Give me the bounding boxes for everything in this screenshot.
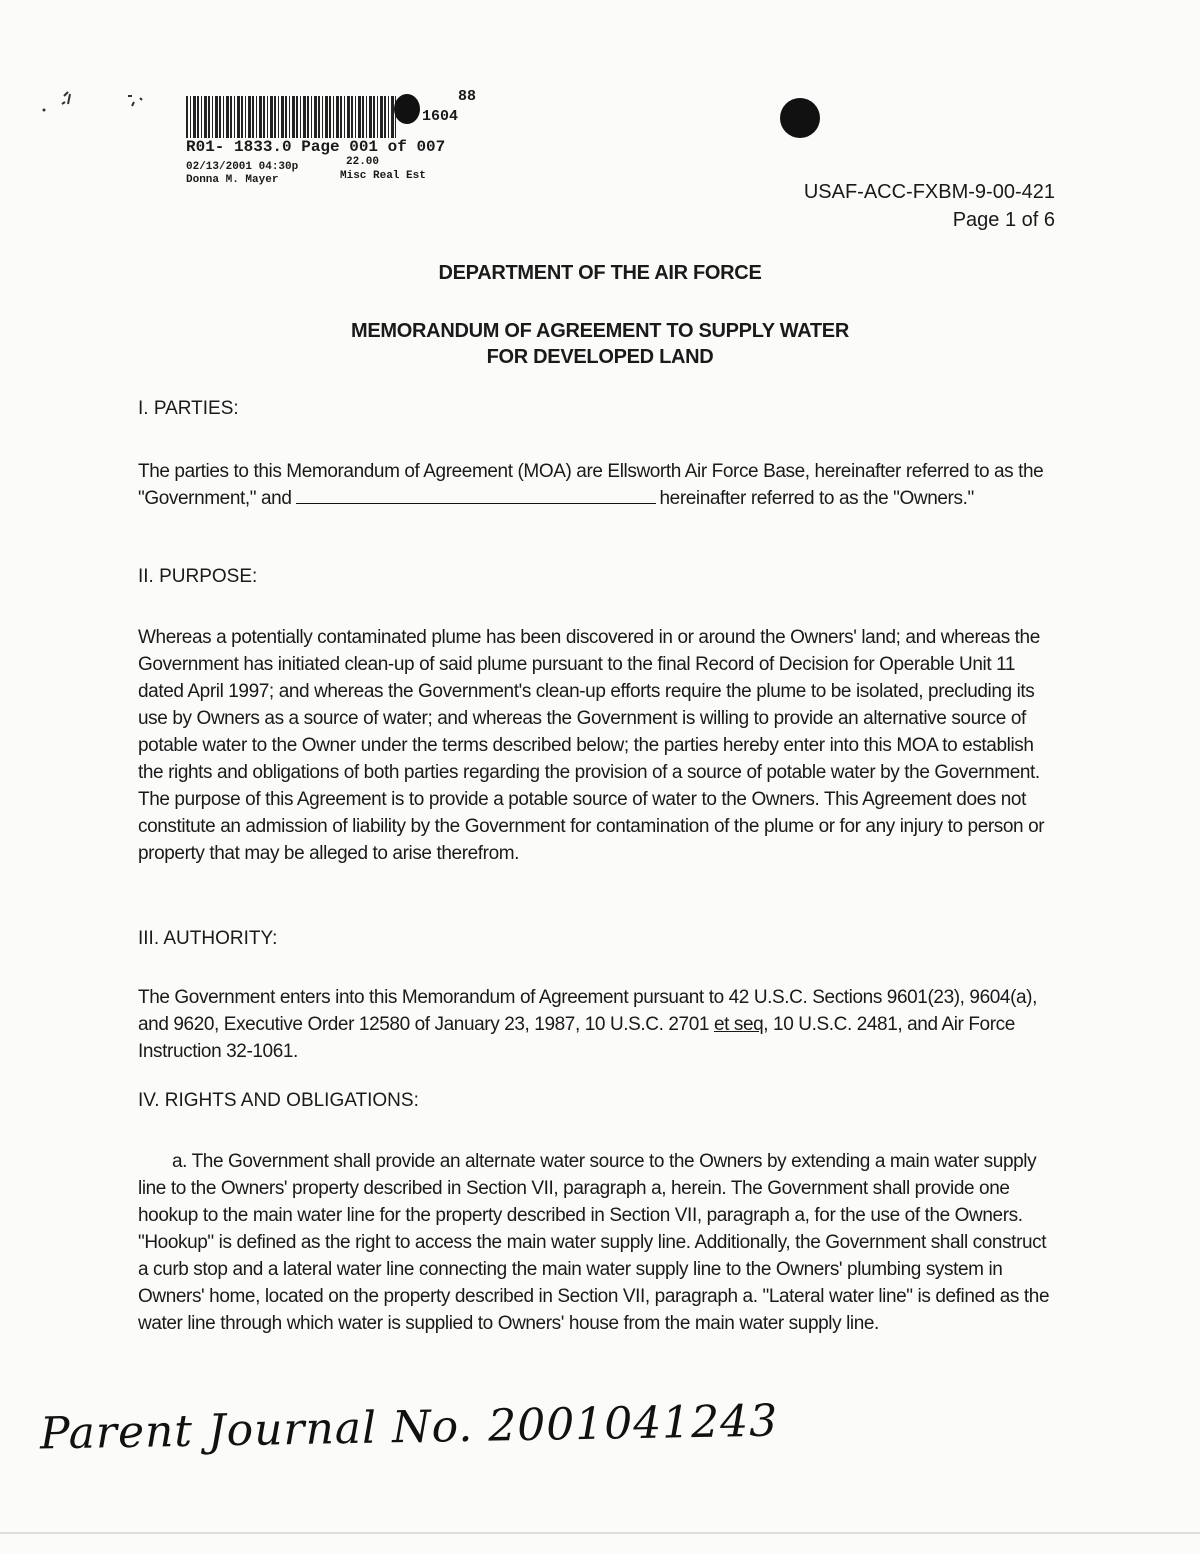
scan-edge-line: [0, 1532, 1200, 1534]
section-parties-heading: I. PARTIES:: [138, 398, 239, 419]
stamp-datetime: 02/13/2001 04:30p: [186, 161, 299, 173]
scan-specks: [40, 88, 170, 118]
punch-hole: [780, 98, 820, 138]
rights-para-a-text: a. The Government shall provide an alternate water source to the Owners by extending a main water supply line to the Owners' property described in Section VII, paragraph a, herein. The Government shall provide one hookup to the main water line for the property described in Section VII, paragraph a, for the use of the Owners. "Hookup" is defined as the right to access the main water supply line. Additionally, the Government shall construct a curb stop and a lateral water line connecting the main water supply line to the Owners' plumbing system in Owners' home, located on the property described in Section VII, paragraph a. "Lateral water line" is defined as the water line through which water is supplied to Owners' house from the main water supply line.: [138, 1151, 1050, 1334]
parties-text-after: hereinafter referred to as the "Owners.": [659, 488, 974, 509]
stamp-blot: [394, 94, 420, 124]
authority-et-seq: et seq: [713, 1014, 764, 1035]
stamp-recorder: Donna M. Mayer: [186, 174, 279, 186]
handwritten-journal-note: Parent Journal No. 2001041243: [39, 1395, 779, 1460]
stamp-category: Misc Real Est: [340, 170, 426, 182]
stamp-record-line: R01- 1833.0 Page 001 of 007: [186, 138, 446, 156]
section-authority-text: [138, 984, 1058, 1065]
recording-stamp: [186, 86, 496, 196]
stamp-page-number: 1604: [422, 108, 459, 125]
stamp-book-number: 88: [458, 88, 477, 105]
stamp-fee: 22.00: [346, 156, 380, 168]
owner-name-blank[interactable]: [296, 485, 656, 504]
barcode-image: [186, 96, 396, 138]
authority-text-before: The Government enters into this Memorandum of Agreement pursuant to 42 U.S.C. Sections 9601(23), 9604(a), and 9620, Executive Order 12580 of January 23, 1987, 10 U.S.C. 2701: [138, 987, 1037, 1035]
section-parties-text: [138, 458, 1058, 512]
document-reference: [804, 178, 1055, 234]
document-title-line-2: FOR DEVELOPED LAND: [486, 346, 714, 368]
document-title-line-1: MEMORANDUM OF AGREEMENT TO SUPPLY WATER: [351, 320, 849, 342]
page-indicator: Page 1 of 6: [952, 209, 1055, 231]
parties-text-before: The parties to this Memorandum of Agreement (MOA) are Ellsworth Air Force Base, hereinafter referred to as the "Government," and: [138, 461, 1044, 509]
department-heading: DEPARTMENT OF THE AIR FORCE: [438, 262, 762, 284]
section-purpose-heading: II. PURPOSE:: [138, 566, 258, 587]
section-rights-heading: IV. RIGHTS AND OBLIGATIONS:: [138, 1090, 419, 1111]
document-id: USAF-ACC-FXBM-9-00-421: [803, 181, 1055, 203]
section-rights-paragraph-a: [138, 1148, 1058, 1337]
section-purpose-text: Whereas a potentially contaminated plume has been discovered in or around the Owners' land; and whereas the Government has initiated clean-up of said plume pursuant to the final Record of Decision for Operable Unit 11 dated April 1997; and whereas the Government's clean-up efforts require the plume to be isolated, precluding its use by Owners as a source of water; and whereas the Government is willing to provide an alternative source of potable water to the Owner under the terms described below; the parties hereby enter into this MOA to establish the rights and obligations of both parties regarding the provision of a source of potable water by the Government. The purpose of this Agreement is to provide a potable source of water to the Owners. This Agreement does not constitute an admission of liability by the Government for contamination of the plume or for any injury to person or property that may be alleged to arise therefrom.: [138, 627, 1045, 864]
authority-text-after: , 10 U.S.C. 2481, and Air Force Instruction 32-1061.: [138, 1014, 1015, 1062]
section-authority-heading: III. AUTHORITY:: [138, 928, 278, 949]
